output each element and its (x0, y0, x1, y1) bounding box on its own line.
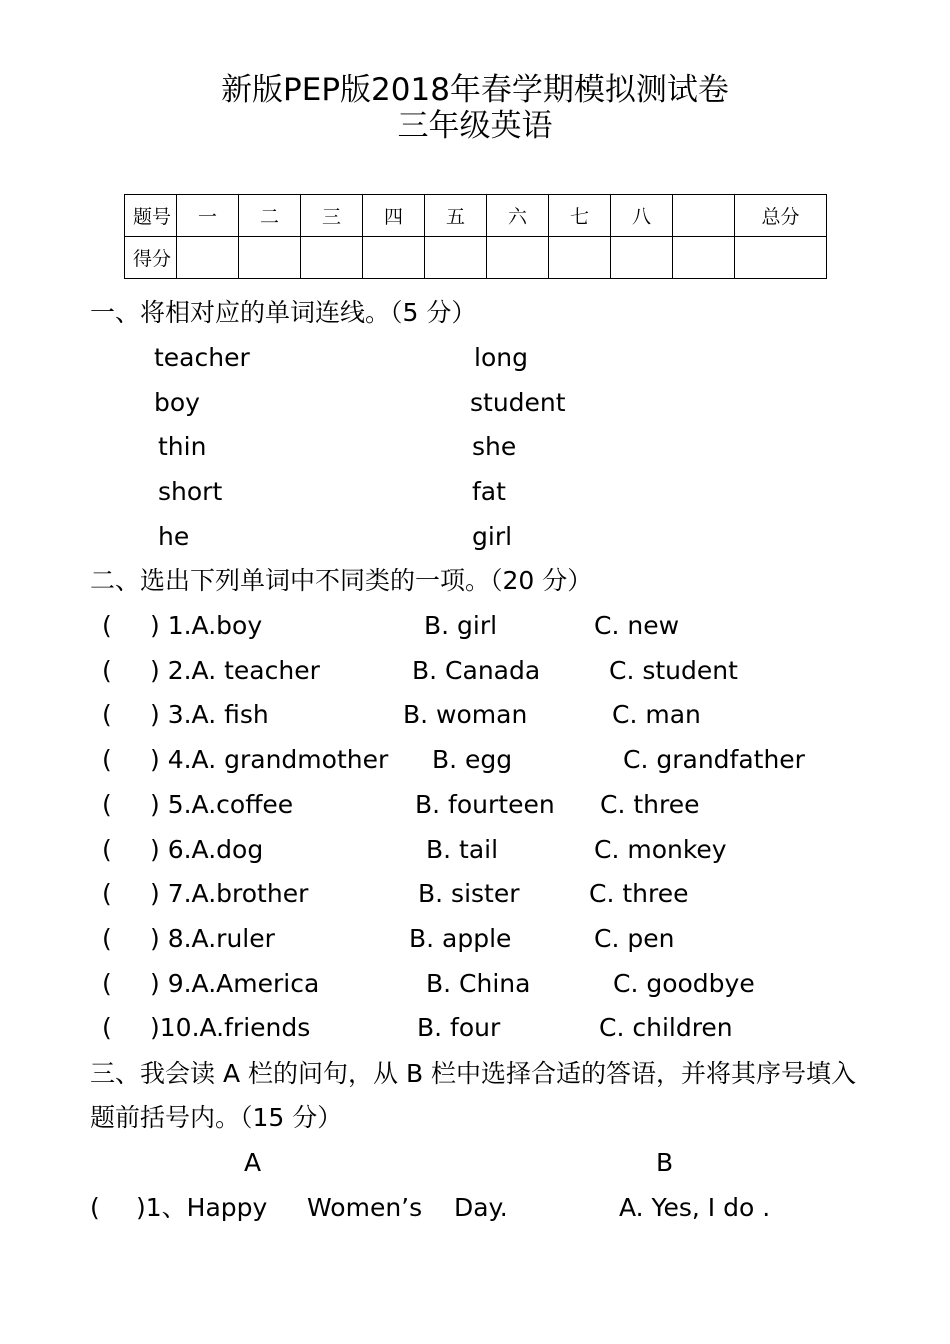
question-option-b: B. China (426, 969, 531, 998)
match-right-word[interactable]: fat (472, 477, 506, 506)
match-left-word[interactable]: thin (158, 432, 207, 461)
score-input-cell[interactable] (487, 237, 549, 279)
score-cell: 总分 (735, 195, 827, 237)
score-input-cell[interactable] (301, 237, 363, 279)
section3-heading: 三、我会读 A 栏的问句，从 B 栏中选择合适的答语，并将其序号填入 (90, 1059, 857, 1088)
question-option-c: C. new (594, 611, 680, 640)
answer-bracket[interactable]: ( (102, 700, 112, 729)
answer-bracket[interactable]: ( (102, 745, 112, 774)
score-cell: 二 (239, 195, 301, 237)
question-option-a: ) 9.A.America (150, 969, 320, 998)
match-left-word[interactable]: short (158, 477, 223, 506)
answer-bracket[interactable]: ( (102, 611, 112, 640)
answer-option-a: A. Yes, I do . (619, 1193, 771, 1222)
question-option-a: ) 2.A. teacher (150, 656, 320, 685)
question-option-b: B. tail (426, 835, 499, 864)
question-option-c: C. three (600, 790, 700, 819)
section3-heading-cont: 题前括号内。（15 分） (90, 1103, 343, 1132)
question-option-c: C. grandfather (623, 745, 805, 774)
score-table-header-row (125, 195, 827, 237)
answer-bracket[interactable]: ( (102, 969, 112, 998)
column-b-label: B (656, 1148, 674, 1177)
match-left-word[interactable]: boy (154, 388, 200, 417)
question-option-a: )10.A.friends (150, 1013, 311, 1042)
score-cell: 三 (301, 195, 363, 237)
score-input-cell[interactable] (611, 237, 673, 279)
score-cell: 得分 (125, 237, 177, 279)
score-cell: 一 (177, 195, 239, 237)
answer-bracket[interactable]: ( (102, 790, 112, 819)
section2-heading: 二、选出下列单词中不同类的一项。（20 分） (90, 566, 593, 595)
match-left-word[interactable]: teacher (154, 343, 250, 372)
question-option-a: ) 3.A. fish (150, 700, 269, 729)
score-input-cell[interactable] (177, 237, 239, 279)
score-cell: 四 (363, 195, 425, 237)
score-table-score-row (125, 237, 827, 279)
question-option-b: B. fourteen (415, 790, 555, 819)
question-option-b: B. apple (409, 924, 512, 953)
exam-title: 新版PEP版2018年春学期模拟测试卷 (221, 72, 729, 108)
question-option-a: ) 7.A.brother (150, 879, 309, 908)
score-cell: 八 (611, 195, 673, 237)
question-1: 1、Happy Women’s Day. (145, 1193, 508, 1222)
question-option-c: C. three (589, 879, 689, 908)
score-input-cell[interactable] (735, 237, 827, 279)
answer-bracket[interactable]: ( (90, 1193, 100, 1222)
question-option-a: ) 6.A.dog (150, 835, 264, 864)
score-input-cell[interactable] (239, 237, 301, 279)
section1-heading: 一、将相对应的单词连线。（5 分） (90, 298, 477, 327)
question-option-c: C. man (612, 700, 701, 729)
exam-subtitle: 三年级英语 (397, 108, 553, 144)
question-option-b: B. sister (418, 879, 520, 908)
answer-bracket[interactable]: ( (102, 1013, 112, 1042)
question-option-c: C. goodbye (613, 969, 755, 998)
question-option-c: C. monkey (594, 835, 727, 864)
score-input-cell[interactable] (549, 237, 611, 279)
question-option-a: ) 5.A.coffee (150, 790, 294, 819)
score-cell: 题号 (125, 195, 177, 237)
answer-bracket[interactable]: ( (102, 879, 112, 908)
question-option-a: ) 1.A.boy (150, 611, 263, 640)
question-option-b: B. Canada (412, 656, 541, 685)
score-cell (673, 195, 735, 237)
answer-bracket[interactable]: ( (102, 924, 112, 953)
score-input-cell[interactable] (425, 237, 487, 279)
score-input-cell[interactable] (673, 237, 735, 279)
match-right-word[interactable]: student (470, 388, 566, 417)
score-cell: 六 (487, 195, 549, 237)
answer-bracket[interactable]: ( (102, 835, 112, 864)
match-right-word[interactable]: girl (472, 522, 513, 551)
match-left-word[interactable]: he (158, 522, 190, 551)
question-option-a: ) 4.A. grandmother (150, 745, 389, 774)
question-option-c: C. pen (594, 924, 675, 953)
question-option-b: B. girl (424, 611, 498, 640)
question-option-c: C. children (599, 1013, 733, 1042)
answer-bracket[interactable]: ( (102, 656, 112, 685)
question-option-b: B. four (417, 1013, 501, 1042)
question-text: )1、Happy Women’s Day. (136, 1193, 508, 1222)
question-option-b: B. egg (432, 745, 513, 774)
match-right-word[interactable]: she (472, 432, 517, 461)
match-right-word[interactable]: long (474, 343, 528, 372)
score-input-cell[interactable] (363, 237, 425, 279)
column-a-label: A (244, 1148, 262, 1177)
score-cell: 五 (425, 195, 487, 237)
score-table (124, 194, 827, 279)
question-option-a: ) 8.A.ruler (150, 924, 275, 953)
score-cell: 七 (549, 195, 611, 237)
question-option-c: C. student (609, 656, 738, 685)
question-option-b: B. woman (403, 700, 528, 729)
